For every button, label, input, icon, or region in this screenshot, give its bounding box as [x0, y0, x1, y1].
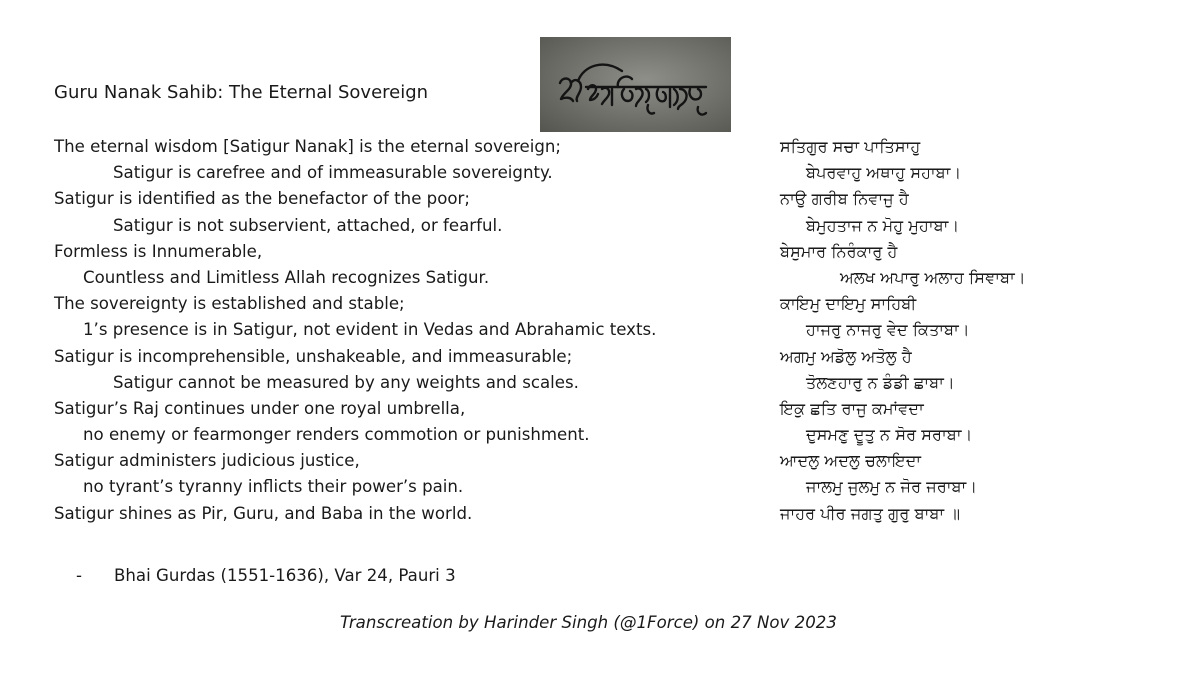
- gurmukhi-line-1: ਸਤਿਗੁਰ ਸਚਾ ਪਾਤਿਸਾਹੁ: [780, 137, 921, 156]
- english-line-9: Satigur is incomprehensible, unshakeable, and immeasurable;: [54, 346, 573, 366]
- gurmukhi-line-4: ਬੇਮੁਹਤਾਜ ਨ ਮੋਹੁ ਮੁਹਾਬਾ।: [806, 215, 960, 235]
- transcreation-credit: Transcreation by Harinder Singh (@1Force) on 27 Nov 2023: [340, 613, 837, 632]
- gurmukhi-line-5: ਬੇਸੁਮਾਰ ਨਿਰੰਕਾਰੁ ਹੈ: [780, 241, 898, 261]
- english-line-13: Satigur administers judicious justice,: [54, 451, 360, 471]
- english-line-2: Satigur is carefree and of immeasurable sovereignty.: [113, 163, 553, 183]
- english-line-1: The eternal wisdom [Satigur Nanak] is the eternal sovereign;: [54, 137, 561, 156]
- english-line-5: Formless is Innumerable,: [54, 241, 263, 261]
- english-verses: [54, 134, 656, 527]
- gurmukhi-line-7: ਕਾਇਮੁ ਦਾਇਮੁ ਸਾਹਿਬੀ: [780, 294, 917, 314]
- citation: [76, 566, 456, 585]
- english-line-15: Satigur shines as Pir, Guru, and Baba in the world.: [54, 503, 473, 523]
- gurmukhi-line-11: ਇਕੁ ਛਤਿ ਰਾਜੁ ਕਮਾਂਵਦਾ: [780, 398, 924, 418]
- gurmukhi-line-14: ਜਾਲਮੁ ਜੁਲਮੁ ਨ ਜੋਰ ਜਰਾਬਾ।: [806, 477, 978, 497]
- gurmukhi-line-10: ਤੋਲਣਹਾਰੁ ਨ ਡੰਡੀ ਛਾਬਾ।: [806, 372, 955, 392]
- gurmukhi-line-6: ਅਲਖ ਅਪਾਰੁ ਅਲਾਹ ਸਿਞਾਬਾ।: [840, 267, 1026, 287]
- english-line-7: The sovereignty is established and stable;: [54, 294, 405, 314]
- english-line-8: 1’s presence is in Satigur, not evident in Vedas and Abrahamic texts.: [83, 320, 657, 340]
- english-line-12: no enemy or fearmonger renders commotion or punishment.: [83, 425, 590, 445]
- gurmukhi-line-8: ਹਾਜਰੁ ਨਾਜਰੁ ਵੇਦ ਕਿਤਾਬਾ।: [806, 320, 970, 340]
- gurmukhi-verses: [780, 134, 1026, 527]
- english-line-10: Satigur cannot be measured by any weights and scales.: [113, 372, 579, 392]
- english-line-4: Satigur is not subservient, attached, or fearful.: [113, 215, 503, 235]
- citation-dash: -: [76, 566, 82, 585]
- manuscript-script-icon: [540, 37, 731, 132]
- gurmukhi-line-3: ਨਾਉ ਗਰੀਬ ਨਿਵਾਜੁ ਹੈ: [780, 189, 909, 209]
- english-line-3: Satigur is identified as the benefactor of the poor;: [54, 189, 470, 209]
- gurmukhi-line-15: ਜਾਹਰ ਪੀਰ ਜਗਤੁ ਗੁਰੁ ਬਾਬਾ ॥: [780, 503, 961, 523]
- gurmukhi-line-12: ਦੁਸਮਣੁ ਦੂਤੁ ਨ ਸੋਰ ਸਰਾਬਾ।: [806, 425, 973, 445]
- gurmukhi-line-13: ਆਦਲੁ ਅਦਲੁ ਚਲਾਇਦਾ: [780, 451, 922, 471]
- citation-text: Bhai Gurdas (1551-1636), Var 24, Pauri 3: [114, 566, 456, 585]
- manuscript-script-image: [540, 37, 731, 132]
- english-line-14: no tyrant’s tyranny inflicts their power’s pain.: [83, 477, 464, 497]
- gurmukhi-line-2: ਬੇਪਰਵਾਹੁ ਅਥਾਹੁ ਸਹਾਬਾ।: [806, 163, 962, 183]
- english-line-6: Countless and Limitless Allah recognizes Satigur.: [83, 267, 490, 287]
- page-title: Guru Nanak Sahib: The Eternal Sovereign: [54, 82, 429, 103]
- english-line-11: Satigur’s Raj continues under one royal umbrella,: [54, 398, 466, 418]
- gurmukhi-line-9: ਅਗਮੁ ਅਡੋਲੁ ਅਤੋਲੁ ਹੈ: [780, 346, 912, 366]
